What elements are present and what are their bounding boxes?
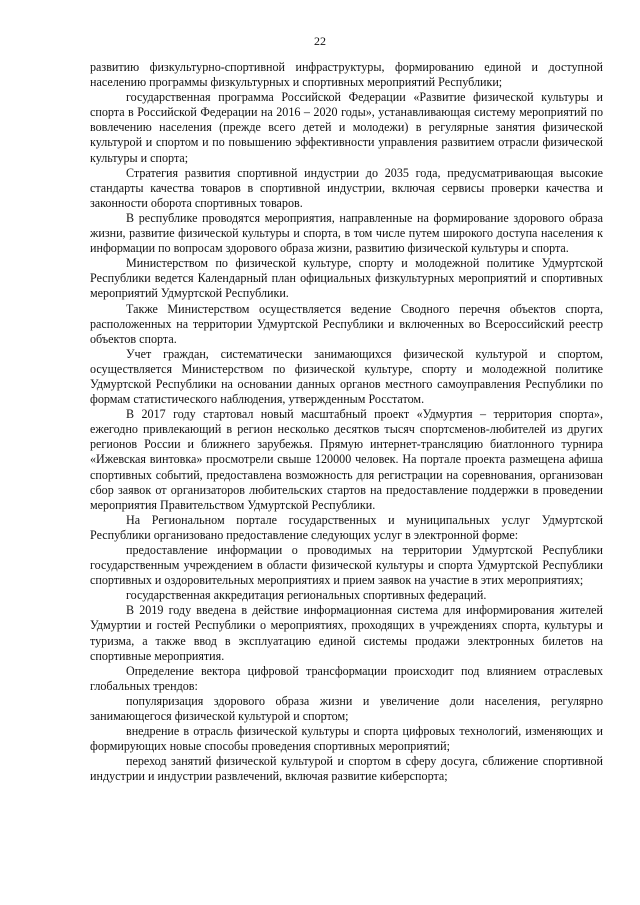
paragraph: популяризация здорового образа жизни и увеличение доли населения, регулярно занимающегося физической культурой и спортом;	[90, 693, 603, 724]
paragraph: государственная аккредитация региональных спортивных федераций.	[126, 588, 487, 603]
paragraph: предоставление информации о проводимых на территории Удмуртской Республики государственным учреждением в области физической культуры и спорта Удмуртской Республики спортивных и оздоровительных мероприятиях и прием заявок на участие в этих мероприятиях;	[90, 543, 603, 588]
paragraph: Стратегия развития спортивной индустрии до 2035 года, предусматривающая высокие стандарты качества товаров в спортивной индустрии, включая сервисы проверки качества и законности оборота спортивных товаров.	[90, 165, 603, 210]
page-number: 22	[314, 34, 326, 48]
paragraph: переход занятий физической культурой и спортом в сферу досуга, сближение спортивной индустрии и индустрии развлечений, включая развитие киберспорта;	[90, 754, 603, 784]
body-text	[90, 60, 603, 785]
paragraph: На Региональном портале государственных и муниципальных услуг Удмуртской Республики организовано предоставление следующих услуг в электронной форме:	[90, 512, 603, 542]
paragraph: В 2017 году стартовал новый масштабный проект «Удмуртия – территория спорта», ежегодно привлекающий в регион несколько десятков тысяч спортсменов-любителей из других регионов России и ближнего зарубежья. Прямую интернет-трансляцию биатлонного турнира «Ижевская винтовка» просмотрели свыше 120000 человек. На портале проекта размещена афиша спортивных событий, предоставлена возможность для регистрации на соревнования, организован сбор заявок от организаторов любительских стартов на предоставление поддержки в проведении мероприятия Правительством Удмуртской Республики.	[90, 407, 603, 512]
paragraph: государственная программа Российской Федерации «Развитие физической культуры и спорта в Российской Федерации на 2016 – 2020 годы», устанавливающая систему мероприятий по вовлечению населения (прежде всего детей и молодежи) в регулярные занятия физической культурой и спортом и по повышению эффективности управления развитием отрасли физической культуры и спорта;	[90, 90, 603, 165]
paragraph: В республике проводятся мероприятия, направленные на формирование здорового образа жизни, развитие физической культуры и спорта, в том числе путем широкого доступа населения к информации по вопросам здорового образа жизни, развитию физической культуры и спорта.	[90, 210, 603, 256]
paragraph: В 2019 году введена в действие информационная система для информирования жителей Удмуртии и гостей Республики о мероприятиях, проходящих в учреждениях спорта, культуры и туризма, а также ввод в эксплуатацию единой системы продажи электронных билетов на спортивные мероприятия.	[90, 603, 603, 663]
paragraph: развитию физкультурно-спортивной инфраструктуры, формированию единой и доступной населению программы физкультурных и спортивных мероприятий Республики;	[90, 60, 603, 90]
paragraph: Определение вектора цифровой трансформации происходит под влиянием отраслевых глобальных трендов:	[90, 663, 603, 693]
paragraph: Учет граждан, систематически занимающихся физической культурой и спортом, осуществляется Министерством по физической культуре, спорту и молодежной политике Удмуртской Республики на основании данных органов местного самоуправления Республики по формам статистического наблюдения, утвержденным Росстатом.	[90, 346, 603, 407]
paragraph: внедрение в отрасль физической культуры и спорта цифровых технологий, изменяющих и формирующих новые способы проведения спортивных мероприятий;	[90, 724, 603, 754]
paragraph: Министерством по физической культуре, спорту и молодежной политике Удмуртской Республики ведется Календарный план официальных физкультурных мероприятий и спортивных мероприятий Удмуртской Республики.	[90, 256, 603, 301]
paragraph: Также Министерством осуществляется ведение Сводного перечня объектов спорта, расположенных на территории Удмуртской Республики и включенных во Всероссийский реестр объектов спорта.	[90, 301, 603, 346]
